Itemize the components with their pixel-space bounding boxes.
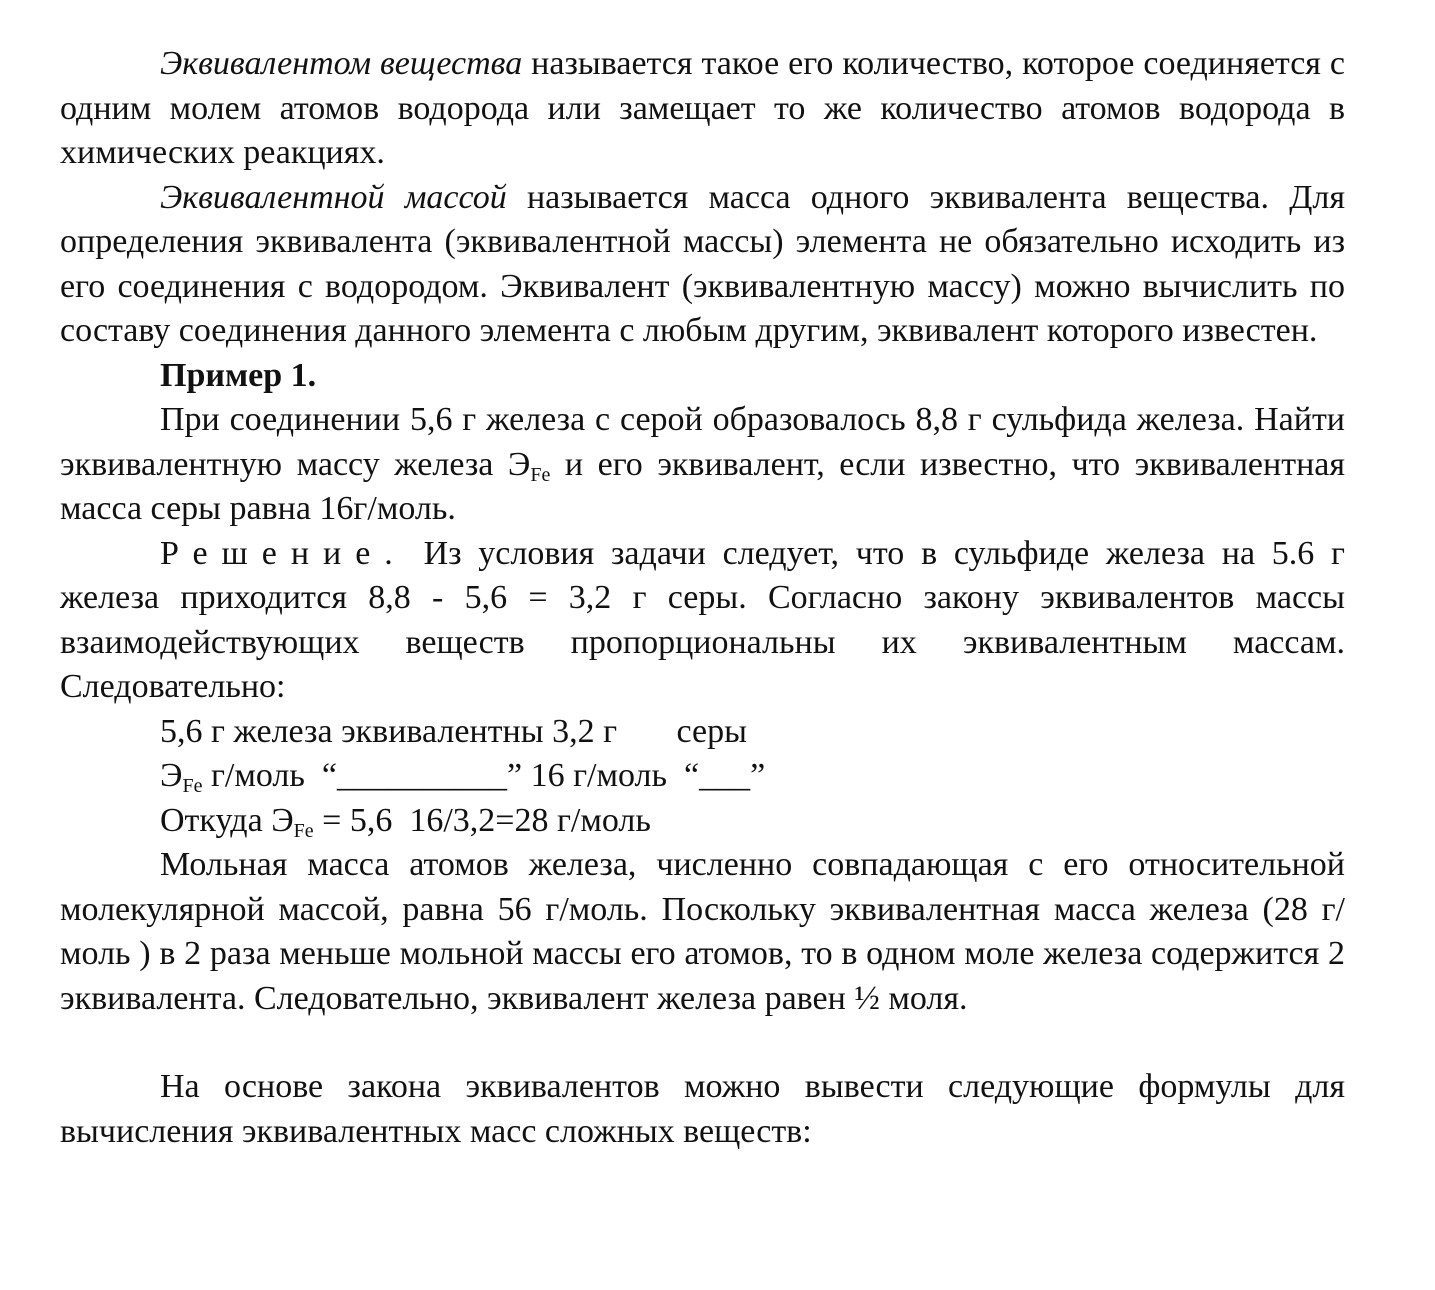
equation-line-3 (60, 799, 1345, 844)
example-problem-text-b: и его эквивалент, если известно, что эквивалентная масса серы равна 16г/моль. (60, 445, 1346, 527)
definition-equivalent-mass (60, 176, 1345, 354)
equation-line-3-subscript: Fe (293, 819, 314, 842)
definition-equivalent-text: называется такое его количество, которое соединяется с одним молем атомов водорода или замещает то же количество атомов водорода в химических реакциях. (60, 45, 1346, 171)
example-solution (60, 532, 1345, 710)
solution-text: Из условия задачи следует, что в сульфиде железа на 5.6 г железа приходится 8,8 - 5,6 = 3,2 г серы. Согласно закону эквивалентов массы взаимодействующих веществ пропорциональны их эквивалентным массам. Следовательно: (60, 534, 1345, 705)
molar-mass-paragraph: Мольная масса атомов железа, численно совпадающая с его относительной молекулярной массой, равна 56 г/моль. Поскольку эквивалентная масса железа (28 г/моль ) в 2 раза меньше мольной массы его атомов, то в одном моле железа содержится 2 эквивалента. Следовательно, эквивалент железа равен ½ моля. (60, 846, 1345, 1017)
definition-equivalent-mass-text: называется масса одного эквивалента вещества. Для определения эквивалента (эквивалентной массы) элемента не обязательно исходить из его соединения с водородом. Эквивалент (эквивалентную массу) можно вычислить по составу соединения данного элемента с любым другим, эквивалент которого известен. (60, 178, 1345, 349)
document-page (60, 42, 1345, 1154)
formulas-intro-paragraph: На основе закона эквивалентов можно вывести следующие формулы для вычисления эквивалентных масс сложных веществ: (60, 1068, 1345, 1150)
equation-line-3-a: Откуда Э (160, 801, 294, 839)
paragraph-gap (60, 1021, 1345, 1065)
equation-line-3-b: = 5,6 16/3,2=28 г/моль (313, 801, 651, 839)
example-problem (60, 398, 1345, 532)
equation-line-2-b: г/моль “__________” 16 г/моль “___” (202, 757, 766, 794)
equation-line-2 (60, 754, 1345, 799)
equation-line-2-subscript: Fe (182, 775, 203, 797)
term-equivalent: Эквивалентом вещества (160, 45, 523, 82)
equation-line-2-a: Э (160, 757, 183, 794)
solution-lead: Решение. (160, 534, 407, 572)
equation-line-1: 5,6 г железа эквивалентны 3,2 г серы (160, 712, 747, 750)
example-problem-subscript: Fe (530, 463, 551, 486)
term-equivalent-mass: Эквивалентной массой (160, 178, 507, 216)
example-problem-text-a: При соединении 5,6 г железа с серой образовалось 8,8 г сульфида железа. Найти эквивалентную массу железа Э (60, 401, 1345, 483)
example-heading: Пример 1. (160, 356, 317, 394)
definition-equivalent (60, 42, 1345, 176)
